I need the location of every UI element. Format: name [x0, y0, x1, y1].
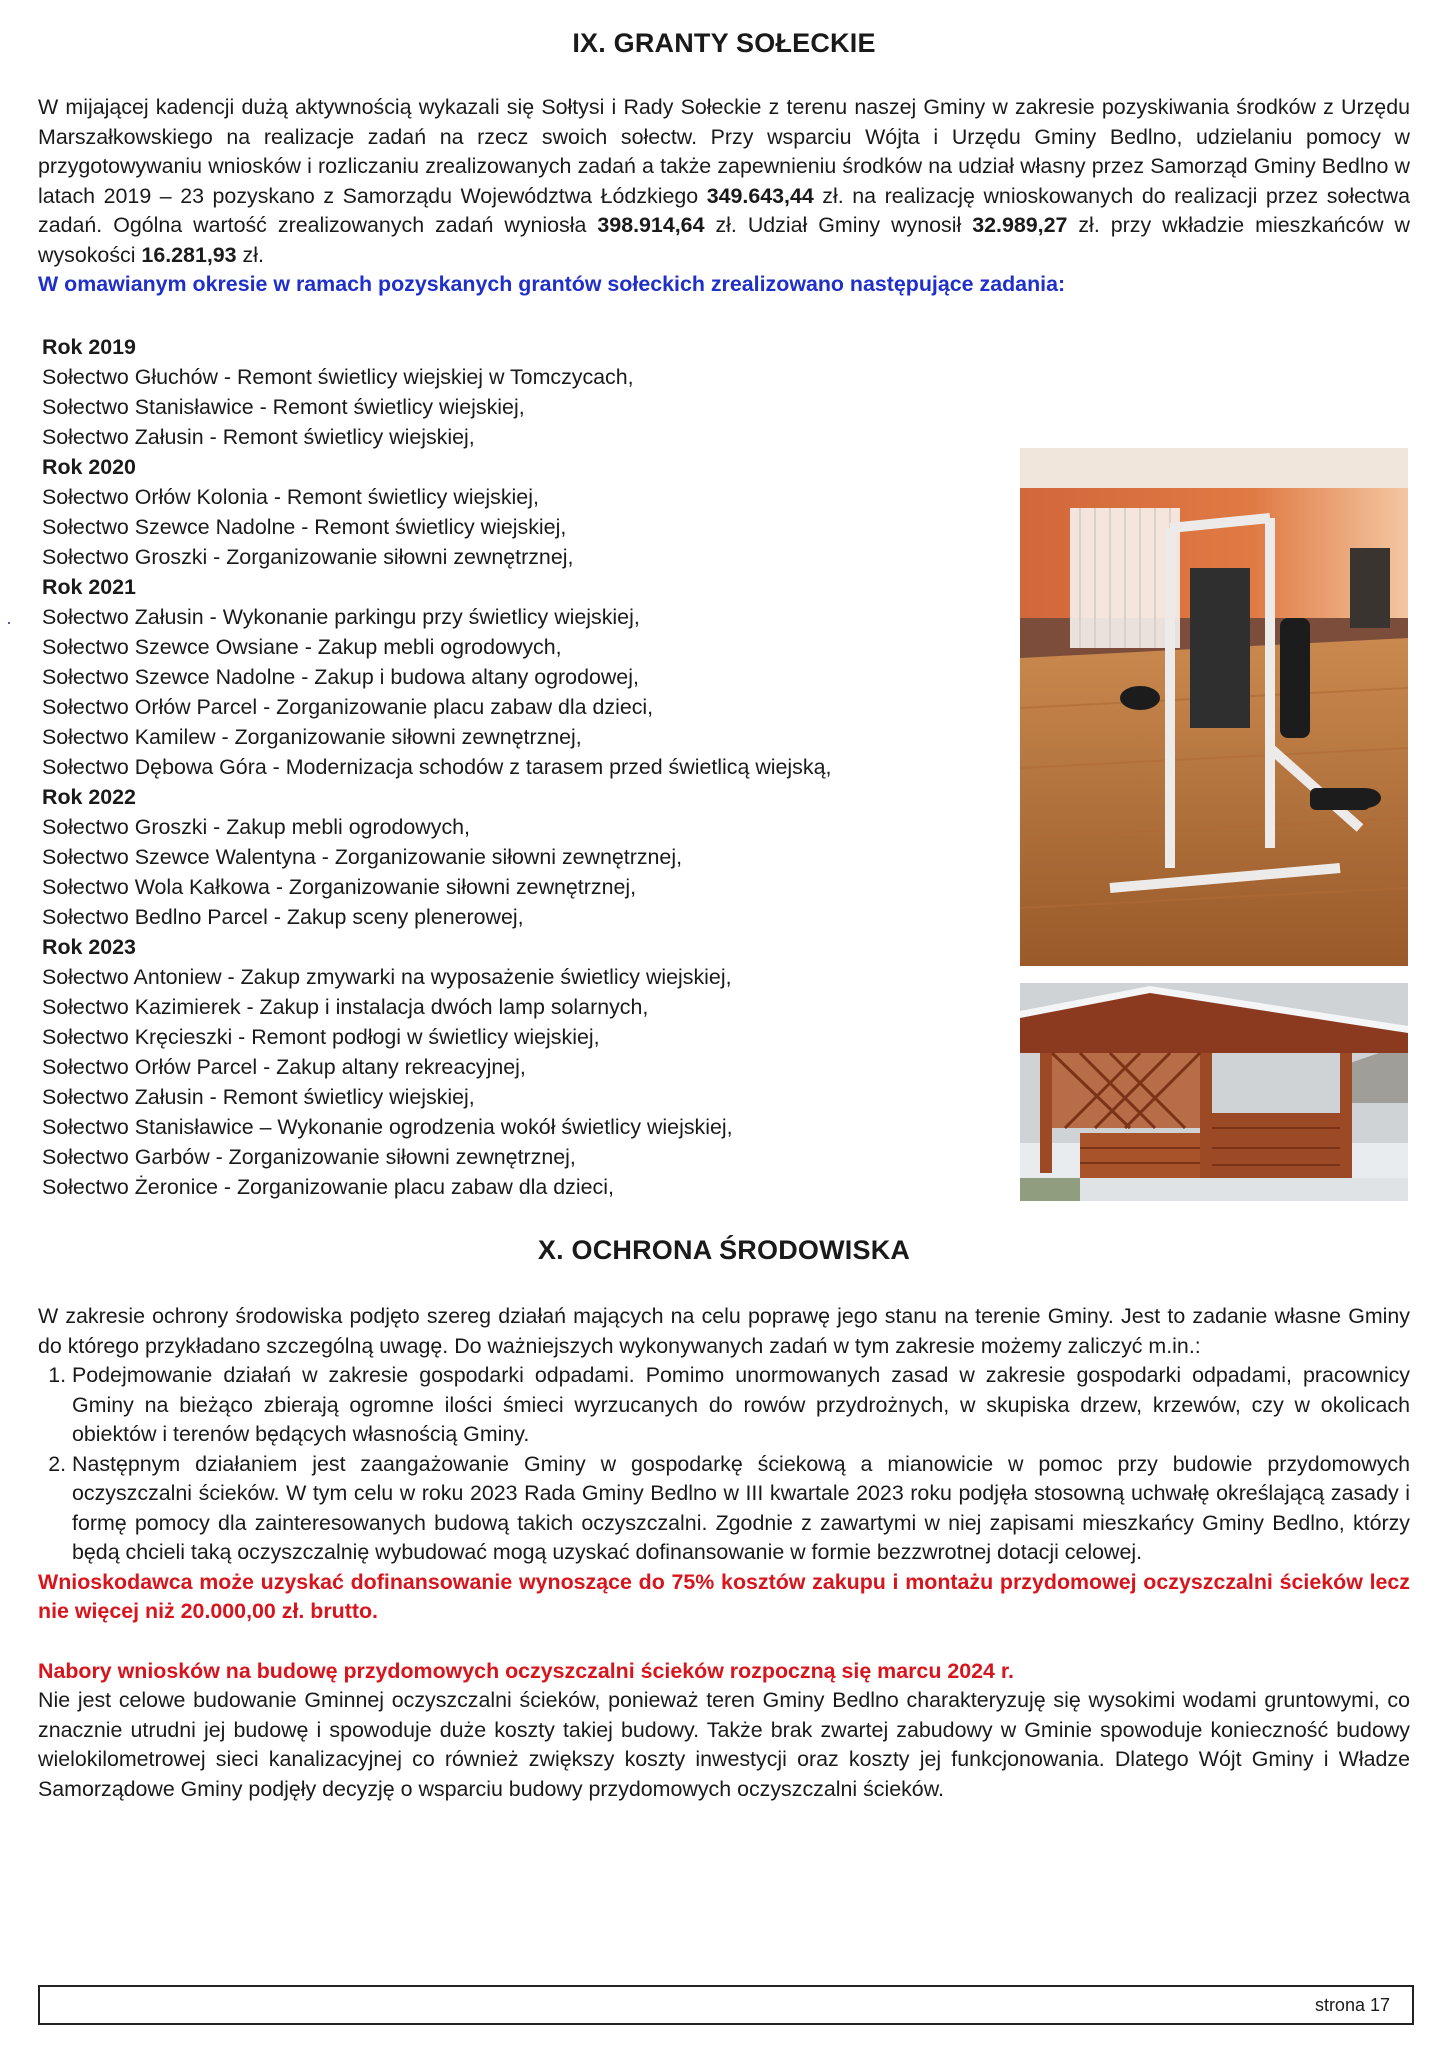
task-item: Sołectwo Kazimierek - Zakup i instalacja dwóch lamp solarnych, — [42, 995, 649, 1019]
spacer — [38, 1627, 1410, 1657]
tasks-lead: W omawianym okresie w ramach pozyskanych grantów sołeckich zrealizowano następujące zadania: — [38, 272, 1066, 296]
section-10-title: X. OCHRONA ŚRODOWISKA — [537, 1235, 911, 1265]
amount-total: 398.914,64 — [597, 213, 705, 237]
section-9-intro — [38, 93, 1410, 300]
environment-action-item: 1. Podejmowanie działań w zakresie gospodarki odpadami. Pomimo unormowanych zasad w zakresie gospodarki odpadami, pracownicy Gminy na bieżąco zbierają ogromne ilości śmieci wyrzucanych do rowów przydrożnych, w skupiska drzew, krzewów, czy w okolicach obiektów i terenów będących własnością Gminy. — [72, 1361, 1410, 1450]
task-item: Sołectwo Załusin - Wykonanie parkingu przy świetlicy wiejskiej, — [42, 605, 640, 629]
task-item: Sołectwo Szewce Owsiane - Zakup mebli ogrodowych, — [42, 635, 562, 659]
task-item: Sołectwo Garbów - Zorganizowanie siłowni zewnętrznej, — [42, 1145, 576, 1169]
intro-text: zł. Udział Gminy wynosił — [704, 213, 973, 237]
gym-equipment-photo — [1020, 448, 1408, 966]
task-item: Sołectwo Żeronice - Zorganizowanie placu zabaw dla dzieci, — [42, 1175, 614, 1199]
task-item: Sołectwo Orłów Kolonia - Remont świetlicy wiejskiej, — [42, 485, 539, 509]
intro-text: W mijającej kadencji dużą aktywnością wykazali się Sołtysi i Rady Sołeckie z terenu naszej Gminy w zakresie pozyskiwania środków z Urzędu Marszałkowskiego na realizacje zadań na rzecz swoich sołectw. Przy wsparciu Wójta i Urzędu Gminy Bedlno, udzielaniu pomocy w przygotowywaniu wniosków i rozliczaniu zrealizowanych zadań a także zapewnieniu środków na udział własny przez Samorząd Gminy Bedlno w latach 2019 – 23 pozyskano z Samorządu Województwa Łódzkiego — [38, 95, 1410, 208]
task-item: Sołectwo Szewce Walentyna - Zorganizowanie siłowni zewnętrznej, — [42, 845, 683, 869]
gazebo-photo — [1020, 983, 1408, 1201]
task-item: Sołectwo Orłów Parcel - Zakup altany rekreacyjnej, — [42, 1055, 526, 1079]
environment-action-item: 2. Następnym działaniem jest zaangażowanie Gminy w gospodarkę ściekową a mianowicie w pomoc przy budowie przydomowych oczyszczalni ścieków. W tym celu w roku 2023 Rada Gminy Bedlno w III kwartale 2023 roku podjęła stosowną uchwałę określającą zasady i formę pomocy dla zainteresowanych budową takich oczyszczalni. Zgodnie z zawartymi w niej zapisami mieszkańcy Gminy Bedlno, którzy będą chcieli taką oczyszczalnię wybudować mogą uzyskać dofinansowanie w formie bezzwrotnej dotacji celowej. — [72, 1450, 1410, 1568]
task-item: Sołectwo Załusin - Remont świetlicy wiejskiej, — [42, 425, 475, 449]
funding-highlight: Wnioskodawca może uzyskać dofinansowanie wynoszące do 75% kosztów zakupu i montażu przydomowej oczyszczalni ścieków lecz nie więcej niż 20.000,00 zł. brutto. — [38, 1569, 1410, 1623]
section-9-title: IX. GRANTY SOŁECKIE — [572, 28, 876, 58]
task-item: Sołectwo Kręcieszki - Remont podłogi w świetlicy wiejskiej, — [42, 1025, 600, 1049]
year-heading: Rok 2023 — [42, 935, 136, 959]
task-item: Sołectwo Dębowa Góra - Modernizacja schodów z tarasem przed świetlicą wiejską, — [42, 755, 832, 779]
amount-gmina: 32.989,27 — [972, 213, 1068, 237]
task-item: Sołectwo Bedlno Parcel - Zakup sceny plenerowej, — [42, 905, 524, 929]
section-10-intro: W zakresie ochrony środowiska podjęto szereg działań mających na celu poprawę jego stanu na terenie Gminy. Jest to zadanie własne Gminy do którego przykładano szczególną uwagę. Do ważniejszych wykonywanych zadań w tym zakresie możemy zaliczyć m.in.: — [38, 1304, 1410, 1358]
task-item: Sołectwo Szewce Nadolne - Remont świetlicy wiejskiej, — [42, 515, 567, 539]
intro-text: zł. przy wkładzie mieszkańców w wysokości — [38, 213, 1411, 267]
task-item: Sołectwo Stanisławice - Remont świetlicy wiejskiej, — [42, 395, 525, 419]
stray-dot — [8, 622, 10, 624]
task-item: Sołectwo Wola Kałkowa - Zorganizowanie siłowni zewnętrznej, — [42, 875, 637, 899]
task-item: Sołectwo Antoniew - Zakup zmywarki na wyposażenie świetlicy wiejskiej, — [42, 965, 732, 989]
amount-grants: 349.643,44 — [706, 183, 814, 208]
environment-actions-list — [38, 1361, 1410, 1568]
page-footer — [38, 1985, 1414, 2025]
task-item: Sołectwo Kamilew - Zorganizowanie siłowni zewnętrznej, — [42, 725, 582, 749]
tasks-list — [42, 332, 1022, 1202]
task-item: Sołectwo Stanisławice – Wykonanie ogrodzenia wokół świetlicy wiejskiej, — [42, 1115, 733, 1139]
page-number: strona 17 — [1314, 1995, 1390, 2015]
application-date-highlight: Nabory wniosków na budowę przydomowych oczyszczalni ścieków rozpoczną się marcu 2024 r. — [38, 1658, 1014, 1683]
document-page — [38, 0, 1410, 2048]
task-item: Sołectwo Załusin - Remont świetlicy wiejskiej, — [42, 1085, 475, 1109]
amount-residents: 16.281,93 — [141, 242, 237, 267]
task-item: Sołectwo Orłów Parcel - Zorganizowanie placu zabaw dla dzieci, — [42, 695, 654, 719]
task-item: Sołectwo Groszki - Zorganizowanie siłowni zewnętrznej, — [42, 545, 574, 569]
year-heading: Rok 2020 — [42, 455, 136, 479]
year-heading: Rok 2019 — [42, 335, 136, 359]
year-heading: Rok 2021 — [42, 575, 136, 599]
section-10-body — [38, 1302, 1410, 1804]
task-item: Sołectwo Groszki - Zakup mebli ogrodowych, — [42, 815, 470, 839]
task-item: Sołectwo Głuchów - Remont świetlicy wiejskiej w Tomczycach, — [42, 365, 634, 389]
year-heading: Rok 2022 — [42, 785, 136, 809]
intro-text: zł. na realizację wnioskowanych do realizacji przez sołectwa zadań. Ogólna wartość zrealizowanych zadań wyniosła — [38, 183, 1411, 237]
intro-text: zł. — [236, 242, 264, 267]
section-10-closing: Nie jest celowe budowanie Gminnej oczyszczalni ścieków, ponieważ teren Gminy Bedlno charakteryzuję się wysokimi wodami gruntowymi, co znacznie utrudni jej budowę i spowoduje duże koszty takiej budowy. Także brak zwartej zabudowy w Gminie spowoduje konieczność budowy wielokilometrowej sieci kanalizacyjnej co również zwiększy koszty inwestycji oraz koszty jej funkcjonowania. Dlatego Wójt Gminy i Władze Samorządowe Gminy podjęły decyzję o wsparciu budowy przydomowych oczyszczalni ścieków. — [38, 1688, 1410, 1801]
task-item: Sołectwo Szewce Nadolne - Zakup i budowa altany ogrodowej, — [42, 665, 639, 689]
